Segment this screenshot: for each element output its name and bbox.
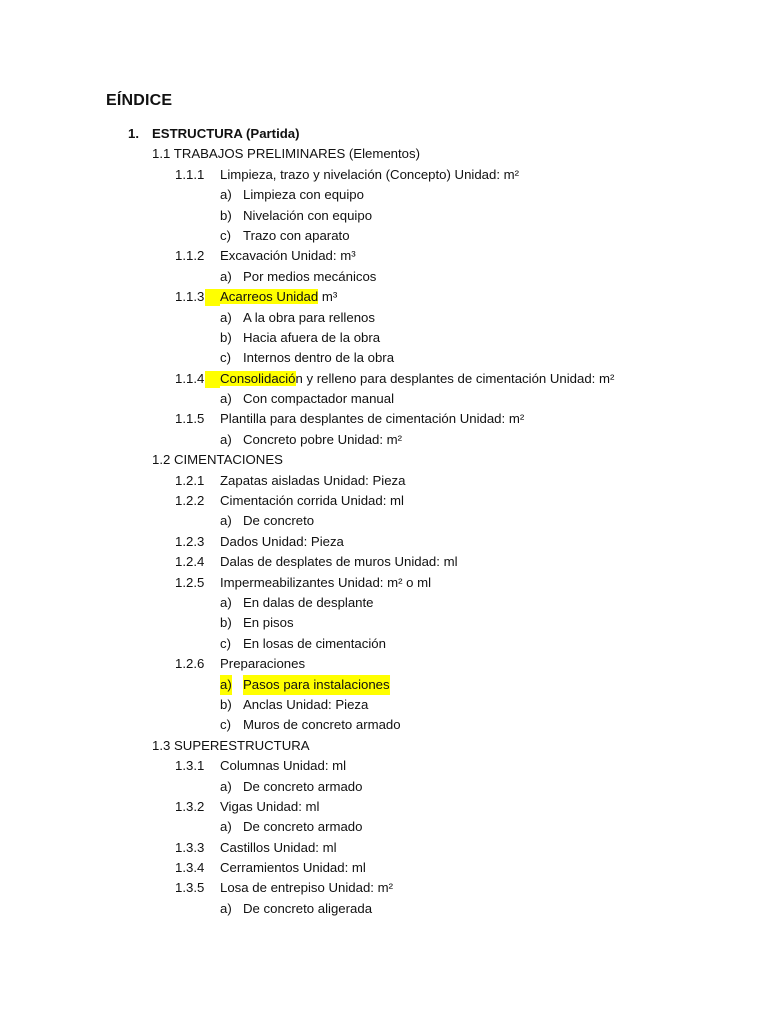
outline-item	[0, 573, 768, 593]
outline-item-number: 1.3.2	[175, 798, 205, 814]
outline-item	[0, 838, 768, 858]
outline-item-number: a)	[220, 187, 232, 203]
outline-item-text: De concreto armado	[243, 778, 363, 794]
outline-item-number: 1.2.5	[175, 574, 205, 590]
outline-item	[0, 246, 768, 266]
outline-item-number: 1.1.2	[175, 248, 205, 264]
outline-item	[0, 532, 768, 552]
outline-item-number: 1.1.3	[175, 289, 205, 305]
outline-item	[0, 613, 768, 633]
outline-item	[0, 634, 768, 654]
outline-item	[0, 675, 768, 695]
outline-item-text: Cimentación corrida Unidad: ml	[220, 493, 404, 509]
outline-item-text: Limpieza, trazo y nivelación (Concepto) Unidad: m²	[220, 166, 520, 182]
text-remainder: m³	[318, 289, 338, 305]
outline-item-number: a)	[220, 513, 232, 529]
outline-item-text: Castillos Unidad: ml	[220, 839, 337, 855]
outline-item	[0, 654, 768, 674]
outline-item	[0, 308, 768, 328]
outline-item-number: b)	[220, 696, 232, 712]
outline-item-text: De concreto	[243, 513, 315, 529]
outline-item-number: a)	[220, 594, 232, 610]
outline-item	[0, 328, 768, 348]
outline-item-text: Dalas de desplates de muros Unidad: ml	[220, 554, 458, 570]
outline-item-text: 1.2 CIMENTACIONES	[152, 452, 283, 468]
outline-item	[0, 491, 768, 511]
outline-item-text: A la obra para rellenos	[243, 309, 375, 325]
outline-item-number: 1.3.3	[175, 839, 205, 855]
outline-item-text: Cerramientos Unidad: ml	[220, 860, 366, 876]
outline-item-number: b)	[220, 207, 232, 223]
outline-item	[0, 409, 768, 429]
outline-list	[0, 124, 768, 919]
outline-item	[0, 511, 768, 531]
outline-item-text: Muros de concreto armado	[243, 717, 401, 733]
outline-item	[0, 430, 768, 450]
outline-item	[0, 226, 768, 246]
highlight-mark	[205, 289, 220, 306]
page-title: EÍNDICE	[106, 92, 173, 109]
outline-item-number: a)	[220, 431, 232, 447]
outline-item	[0, 756, 768, 776]
outline-item	[0, 450, 768, 470]
outline-item-text: De concreto armado	[243, 819, 363, 835]
outline-item-text: Preparaciones	[220, 656, 306, 672]
outline-item-number: 1.3.4	[175, 860, 205, 876]
outline-item-number: a)	[220, 778, 232, 794]
outline-item	[0, 858, 768, 878]
outline-item-text	[220, 369, 614, 389]
outline-item-number: 1.2.1	[175, 472, 205, 488]
outline-item	[0, 185, 768, 205]
outline-item-number: 1.2.6	[175, 656, 205, 672]
outline-item-number: c)	[220, 350, 231, 366]
outline-item-number: 1.3.5	[175, 880, 205, 896]
outline-item-text: En losas de cimentación	[243, 635, 386, 651]
outline-item-text: En dalas de desplante	[243, 594, 374, 610]
outline-item-number: b)	[220, 329, 232, 345]
outline-item-text: ESTRUCTURA (Partida)	[152, 126, 300, 141]
outline-item	[0, 797, 768, 817]
outline-item	[0, 471, 768, 491]
outline-item-number: a)	[220, 819, 232, 835]
outline-item	[0, 389, 768, 409]
outline-item-text: Trazo con aparato	[243, 227, 350, 243]
outline-item-text: 1.3 SUPERESTRUCTURA	[152, 737, 310, 753]
outline-item-number: c)	[220, 227, 231, 243]
outline-item-text: Plantilla para desplantes de cimentación Unidad: m²	[220, 411, 525, 427]
outline-item-number: b)	[220, 615, 232, 631]
outline-item	[0, 348, 768, 368]
outline-item	[0, 124, 768, 144]
outline-item-text: Limpieza con equipo	[243, 187, 364, 203]
outline-item	[0, 593, 768, 613]
outline-item-text: Zapatas aisladas Unidad: Pieza	[220, 472, 406, 488]
outline-item-number: a)	[220, 309, 232, 325]
outline-item-text: Concreto pobre Unidad: m²	[243, 431, 403, 447]
outline-item	[0, 695, 768, 715]
outline-item	[0, 144, 768, 164]
outline-item	[0, 287, 768, 307]
outline-item	[0, 878, 768, 898]
outline-item-text: Por medios mecánicos	[243, 268, 377, 284]
outline-item	[0, 777, 768, 797]
highlight-mark	[205, 371, 220, 388]
outline-item-number: a)	[220, 675, 232, 695]
outline-item-number: 1.3.1	[175, 758, 205, 774]
outline-item	[0, 165, 768, 185]
highlighted-text: Acarreos Unidad	[220, 289, 319, 305]
outline-item-number: 1.1.5	[175, 411, 205, 427]
outline-item-number: 1.	[128, 126, 139, 141]
outline-item-number: a)	[220, 900, 232, 916]
outline-item-text: Dados Unidad: Pieza	[220, 533, 344, 549]
outline-item-number: 1.2.2	[175, 493, 205, 509]
outline-item-text: Con compactador manual	[243, 391, 395, 407]
outline-item-text: Losa de entrepiso Unidad: m²	[220, 880, 394, 896]
text-remainder: n y relleno para desplantes de cimentación Unidad: m²	[295, 370, 615, 386]
outline-item-text: Nivelación con equipo	[243, 207, 373, 223]
outline-item-number: c)	[220, 717, 231, 733]
outline-item-text: Impermeabilizantes Unidad: m² o ml	[220, 574, 432, 590]
outline-item-text: En pisos	[243, 615, 294, 631]
outline-item	[0, 899, 768, 919]
outline-item-number: a)	[220, 391, 232, 407]
outline-item-number: 1.1.4	[175, 370, 205, 386]
outline-item	[0, 369, 768, 389]
outline-item-text: Columnas Unidad: ml	[220, 758, 347, 774]
outline-item	[0, 736, 768, 756]
outline-item-number: 1.2.4	[175, 554, 205, 570]
outline-item-text	[220, 287, 337, 307]
outline-item-text: De concreto aligerada	[243, 900, 373, 916]
outline-item-text: Pasos para instalaciones	[243, 675, 390, 695]
outline-item-number: a)	[220, 268, 232, 284]
highlighted-text: Consolidació	[220, 370, 296, 386]
outline-item	[0, 267, 768, 287]
outline-item	[0, 552, 768, 572]
outline-item	[0, 817, 768, 837]
outline-item-text: Internos dentro de la obra	[243, 350, 395, 366]
outline-item-text: Vigas Unidad: ml	[220, 798, 320, 814]
outline-item-text: Excavación Unidad: m³	[220, 248, 356, 264]
outline-item-number: c)	[220, 635, 231, 651]
outline-item-text: 1.1 TRABAJOS PRELIMINARES (Elementos)	[152, 146, 420, 162]
outline-item	[0, 206, 768, 226]
outline-item-text: Anclas Unidad: Pieza	[243, 696, 369, 712]
outline-item	[0, 715, 768, 735]
outline-item-number: 1.1.1	[175, 166, 205, 182]
outline-item-text: Hacia afuera de la obra	[243, 329, 381, 345]
outline-item-number: 1.2.3	[175, 533, 205, 549]
